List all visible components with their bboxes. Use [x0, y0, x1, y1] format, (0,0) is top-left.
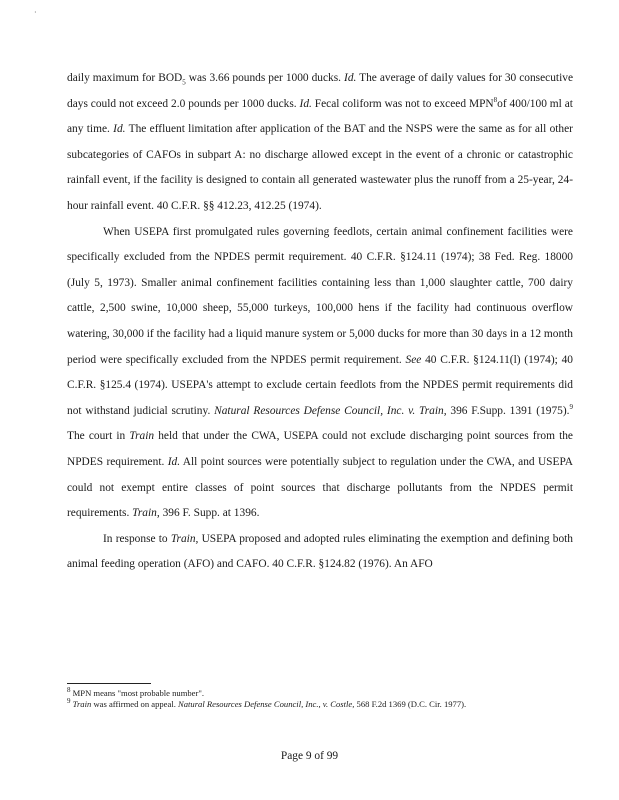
italic-citation: Natural Resources Defense Council, Inc. v. Train, [214, 404, 447, 417]
body-text [67, 66, 573, 578]
text-run: 568 F.2d 1369 (D.C. Cir. 1977). [354, 699, 467, 709]
text-run: was 3.66 pounds per 1000 ducks. [185, 72, 345, 84]
italic-citation: Id. [113, 123, 126, 136]
text-run: 396 F. Supp. at 1396. [159, 507, 260, 520]
text-run: daily maximum for BOD [67, 72, 183, 84]
footnote-marker: 9 [67, 697, 71, 706]
text-run: The average of daily values for 30 consecutive days could not exceed 2.0 pounds per 1000 ducks. [67, 72, 574, 110]
text-run: In response to [103, 532, 171, 545]
italic-citation: Train, [132, 507, 160, 520]
footnote-9 [67, 699, 567, 710]
italic-citation: Natural Resources Defense Council, Inc., v. Costle, [178, 699, 355, 709]
italic-citation: See [405, 353, 422, 366]
italic-citation: Train [129, 430, 155, 443]
paragraph-2 [67, 220, 573, 527]
text-run: 40 C.F.R. §124.11(l) (1974); 40 C.F.R. §125.4 (1974). USEPA's attempt to exclude certain feedlots from the NPDES permit requirements did not withstand judicial scrutiny. [67, 353, 573, 417]
paragraph-3 [67, 527, 573, 578]
text-run: of 400/100 ml at any time. [67, 97, 573, 136]
text-run: All point sources were potentially subject to regulation under the CWA, and USEPA could not exempt entire classes of point sources that discharge pollutants from the NPDES permit requirements. [67, 455, 573, 520]
italic-citation: Id. [299, 97, 312, 110]
footnotes [67, 688, 567, 710]
text-run: 396 F.Supp. 1391 (1975). [446, 404, 570, 417]
italic-citation: Id. [344, 72, 357, 84]
footnote-marker: 8 [67, 686, 71, 695]
italic-citation: Id. [167, 455, 181, 468]
text-run: Fecal coliform was not to exceed MPN [311, 97, 494, 110]
scan-mark: · [34, 8, 37, 17]
text-run: held that under the CWA, USEPA could not exclude discharging point sources from the NPDES requirement. [67, 430, 573, 468]
text-run: The court in [67, 430, 130, 443]
text-run: The effluent limitation after application of the BAT and the NSPS were the same as for all other subcategories of CAFOs in subpart A: no discharge allowed except in the event of a chronic or catastrophic rainfall event, if the facility is designed to contain all generated wastewater plus the runoff from a 25-year, 24-hour rainfall event. 40 C.F.R. §§ 412.23, 412.25 (1974). [67, 123, 573, 212]
text-run: MPN means "most probable number". [70, 688, 205, 698]
footnote-divider [67, 683, 151, 684]
page-number: Page 9 of 99 [280, 750, 339, 762]
text-run: was affirmed on appeal. [91, 699, 178, 709]
footnote-8 [67, 688, 567, 699]
paragraph-1 [67, 66, 573, 220]
text-run: When USEPA first promulgated rules governing feedlots, certain animal confinement facilities were specifically excluded from the NPDES permit requirement. 40 C.F.R. §124.11 (1974); 38 Fed. Reg. 18000 (July 5, 1973). Smaller animal confinement facilities containing less than 1,000 slaughter cattle, 700 dairy cattle, 2,500 swine, 10,000 sheep, 55,000 turkeys, 100,000 hens if the facility had continuous overflow watering, 30,000 if the facility had a liquid manure system or 5,000 ducks for more than 30 days in a 12 month period were specifically excluded from the NPDES permit requirement. [67, 225, 573, 366]
subscript: 5 [182, 78, 186, 87]
text-run: USEPA proposed and adopted rules eliminating the exemption and defining both animal feeding operation (AFO) and CAFO. 40 C.F.R. §124.82 (1976). An AFO [67, 532, 573, 571]
footnote-marker: 9 [569, 402, 574, 411]
footnote-marker: 8 [493, 95, 498, 104]
italic-citation: Train [72, 699, 92, 709]
italic-citation: Train, [170, 532, 199, 545]
